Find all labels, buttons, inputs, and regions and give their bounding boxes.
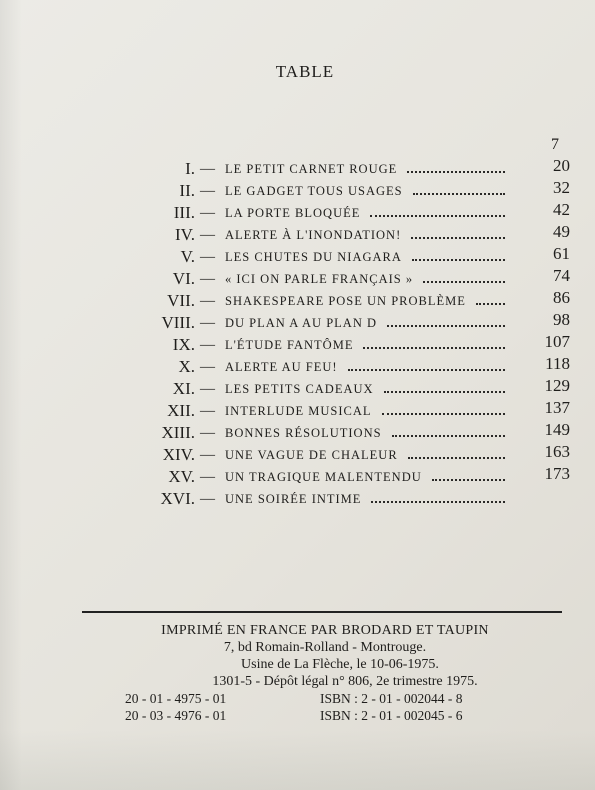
- chapter-title-text: UNE VAGUE DE CHALEUR: [225, 448, 398, 462]
- chapter-number: XIV.: [162, 445, 195, 464]
- dot-leader: [407, 171, 505, 173]
- chapter-title: [225, 290, 472, 312]
- chapter-page-number: 137: [544, 398, 570, 417]
- toc-row: [60, 400, 570, 422]
- chapter-page-number: 20: [553, 156, 570, 175]
- chapter-title-text: « ICI ON PARLE FRANÇAIS »: [225, 272, 414, 286]
- chapter-title-text: DU PLAN A AU PLAN D: [225, 316, 378, 330]
- toc-row: [60, 444, 570, 466]
- chapter-page-number: 74: [553, 266, 570, 285]
- chapter-title: [225, 488, 367, 510]
- chapter-number: XI.: [172, 379, 195, 398]
- chapter-page-number: 32: [553, 178, 570, 197]
- toc-row: [60, 488, 570, 510]
- chapter-title-text: LES CHUTES DU NIAGARA: [225, 250, 402, 264]
- chapter-dash: —: [200, 381, 215, 397]
- chapter-title: [225, 378, 380, 400]
- chapter-dash: —: [200, 293, 215, 309]
- divider-rule: [82, 611, 562, 613]
- chapter-dash: —: [200, 271, 215, 287]
- chapter-number: XII.: [167, 401, 195, 420]
- chapter-dash: —: [200, 491, 215, 507]
- chapter-title-text: UN TRAGIQUE MALENTENDU: [225, 470, 422, 484]
- chapter-title: [225, 466, 428, 488]
- chapter-page-number: 149: [544, 420, 570, 439]
- chapter-page-number: 163: [544, 442, 570, 461]
- dot-leader: [408, 457, 505, 459]
- chapter-number: X.: [178, 357, 195, 376]
- chapter-title: [225, 246, 408, 268]
- chapter-dash: —: [200, 447, 215, 463]
- chapter-page-number: 86: [553, 288, 570, 307]
- chapter-title-text: ALERTE AU FEU!: [225, 360, 338, 374]
- imprint-code-row: [95, 707, 555, 724]
- chapter-title: [225, 224, 407, 246]
- imprint-address: 7, bd Romain-Rolland - Montrouge.: [223, 640, 427, 655]
- chapter-title: [225, 312, 383, 334]
- chapter-title-text: L'ÉTUDE FANTÔME: [225, 338, 354, 352]
- chapter-number: XV.: [168, 467, 195, 486]
- chapter-title-text: LA PORTE BLOQUÉE: [225, 206, 361, 220]
- dot-leader: [411, 237, 505, 239]
- chapter-dash: —: [200, 359, 215, 375]
- chapter-dash: —: [200, 403, 215, 419]
- toc-row: [60, 158, 570, 180]
- chapter-dash: —: [200, 183, 215, 199]
- chapter-title: [225, 356, 344, 378]
- toc-row: [60, 268, 570, 290]
- imprint-code: 20 - 03 - 4976 - 01: [125, 708, 227, 723]
- dot-leader: [370, 215, 505, 217]
- chapter-dash: —: [200, 205, 215, 221]
- chapter-page-number: 49: [553, 222, 570, 241]
- toc-row: [60, 180, 570, 202]
- chapter-title: [225, 444, 404, 466]
- chapter-title: [225, 180, 409, 202]
- printer-imprint: [95, 622, 555, 724]
- chapter-dash: —: [200, 249, 215, 265]
- chapter-title-text: SHAKESPEARE POSE UN PROBLÈME: [225, 294, 466, 308]
- chapter-dash: —: [200, 425, 215, 441]
- chapter-dash: —: [200, 315, 215, 331]
- toc-row: [60, 290, 570, 312]
- chapter-number: II.: [179, 181, 195, 200]
- imprint-isbn: ISBN : 2 - 01 - 002045 - 6: [320, 708, 463, 723]
- toc-row: [60, 202, 570, 224]
- chapter-dash: —: [200, 337, 215, 353]
- toc-row: [60, 246, 570, 268]
- chapter-page-number: 42: [553, 200, 570, 219]
- page-bottom-shadow: [0, 730, 595, 790]
- dot-leader: [413, 193, 505, 195]
- chapter-number: VII.: [167, 291, 195, 310]
- imprint-isbn: ISBN : 2 - 01 - 002044 - 8: [320, 691, 463, 706]
- chapter-title-text: BONNES RÉSOLUTIONS: [225, 426, 382, 440]
- toc-row: [60, 334, 570, 356]
- chapter-title: [225, 400, 378, 422]
- chapter-number: III.: [173, 203, 195, 222]
- chapter-page-number: 107: [544, 332, 570, 351]
- chapter-title-text: UNE SOIRÉE INTIME: [225, 492, 362, 506]
- dot-leader: [476, 303, 505, 305]
- chapter-page-number: 61: [553, 244, 570, 263]
- dot-leader: [363, 347, 505, 349]
- chapter-dash: —: [200, 227, 215, 243]
- chapter-title-text: LES PETITS CADEAUX: [225, 382, 374, 396]
- chapter-title: [225, 334, 359, 356]
- page-shadow: [0, 0, 22, 790]
- table-of-contents: [60, 158, 570, 510]
- imprint-factory: Usine de La Flèche, le 10-06-1975.: [241, 657, 439, 672]
- dot-leader: [412, 259, 505, 261]
- chapter-number: XVI.: [160, 489, 195, 508]
- chapter-number: VI.: [172, 269, 195, 288]
- chapter-number: V.: [180, 247, 195, 266]
- toc-row: [60, 378, 570, 400]
- page-title: TABLE: [275, 62, 335, 81]
- dot-leader: [423, 281, 505, 283]
- toc-row: [60, 312, 570, 334]
- chapter-title: [225, 422, 388, 444]
- dot-leader: [348, 369, 505, 371]
- chapter-title-text: INTERLUDE MUSICAL: [225, 404, 372, 418]
- dot-leader: [432, 479, 505, 481]
- chapter-dash: —: [200, 469, 215, 485]
- chapter-title-text: ALERTE À L'INONDATION!: [225, 228, 402, 242]
- chapter-title-text: LE PETIT CARNET ROUGE: [225, 162, 398, 176]
- chapter-title: [225, 268, 419, 290]
- dot-leader: [387, 325, 505, 327]
- chapter-number: I.: [185, 159, 195, 178]
- chapter-title: [225, 158, 403, 180]
- chapter-title: [225, 202, 366, 224]
- dot-leader: [371, 501, 505, 503]
- chapter-number: XIII.: [161, 423, 195, 442]
- toc-row: [60, 422, 570, 444]
- imprint-printer: IMPRIMÉ EN FRANCE PAR BRODARD ET TAUPIN: [161, 623, 489, 638]
- chapter-number: IV.: [175, 225, 195, 244]
- imprint-legal-deposit: 1301-5 - Dépôt légal n° 806, 2e trimestre 1975.: [212, 674, 478, 689]
- chapter-page-number: 98: [553, 310, 570, 329]
- toc-row: [60, 224, 570, 246]
- toc-row: [60, 356, 570, 378]
- dot-leader: [392, 435, 505, 437]
- prelim-page-number: 7: [551, 136, 559, 153]
- chapter-title-text: LE GADGET TOUS USAGES: [225, 184, 403, 198]
- toc-row: [60, 466, 570, 488]
- chapter-page-number: 173: [544, 464, 570, 483]
- chapter-number: VIII.: [161, 313, 195, 332]
- dot-leader: [382, 413, 505, 415]
- chapter-number: IX.: [172, 335, 195, 354]
- chapter-dash: —: [200, 161, 215, 177]
- imprint-code-row: [95, 690, 555, 707]
- imprint-code: 20 - 01 - 4975 - 01: [125, 691, 227, 706]
- chapter-page-number: 118: [545, 354, 570, 373]
- chapter-page-number: 129: [544, 376, 570, 395]
- dot-leader: [384, 391, 505, 393]
